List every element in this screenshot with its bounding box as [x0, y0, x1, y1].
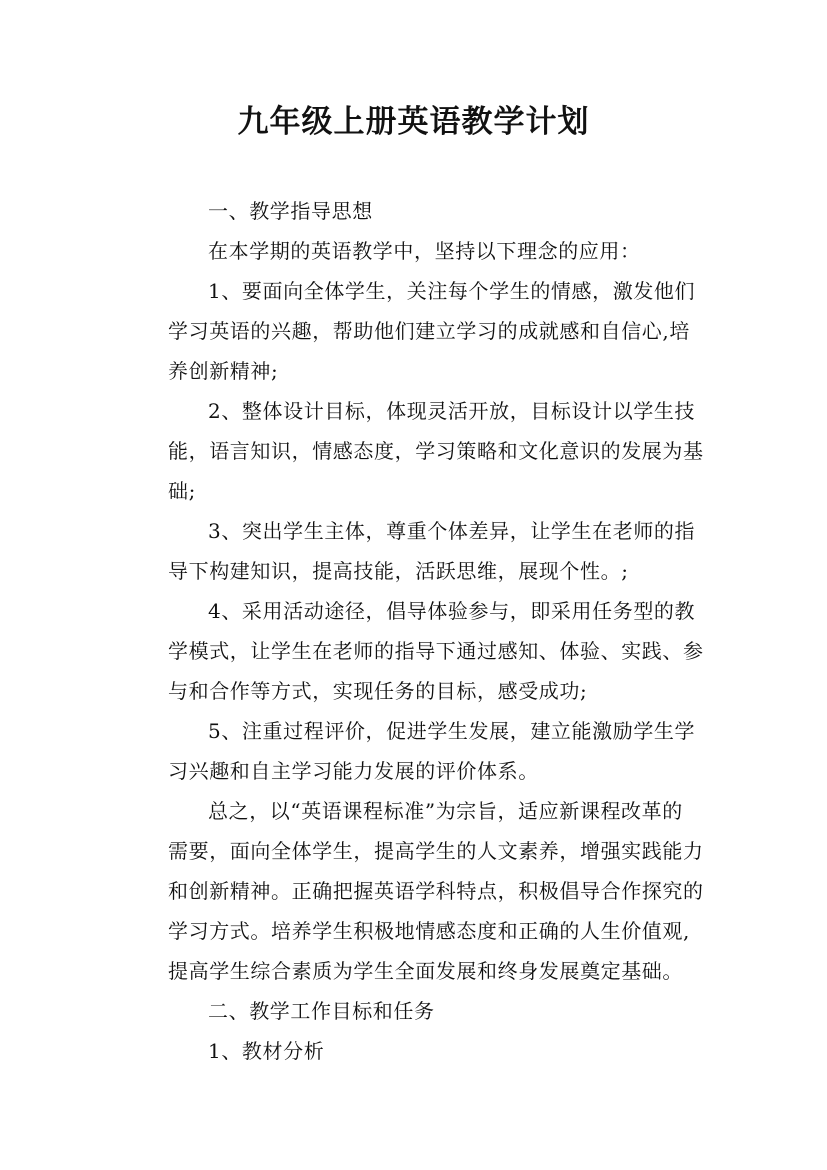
principle-1-paragraph — [128, 271, 702, 391]
paragraph-line: 学习英语的兴趣，帮助他们建立学习的成就感和自信心,培 — [168, 319, 690, 343]
paragraph-line: 习兴趣和自主学习能力发展的评价体系。 — [168, 759, 539, 783]
paragraph-line: 总之，以“英语课程标准”为宗旨，适应新课程改革的 — [208, 799, 683, 823]
paragraph-line: 在本学期的英语教学中，坚持以下理念的应用： — [208, 239, 641, 263]
paragraph-line: 二、教学工作目标和任务 — [208, 999, 435, 1023]
summary-paragraph — [128, 791, 702, 991]
document-title: 九年级上册英语教学计划 — [237, 104, 590, 140]
subsection-heading-1 — [128, 1031, 702, 1071]
paragraph-line: 5、注重过程评价，促进学生发展，建立能激励学生学 — [208, 719, 696, 743]
document-body — [128, 191, 702, 1071]
paragraph-line: 与和合作等方式，实现任务的目标，感受成功; — [168, 679, 588, 703]
principle-3-paragraph — [128, 511, 702, 591]
paragraph-line: 和创新精神。正确把握英语学科特点，积极倡导合作探究的 — [168, 879, 704, 903]
paragraph-line: 一、教学指导思想 — [208, 199, 373, 223]
paragraph-line: 4、采用活动途径，倡导体验参与，即采用任务型的教 — [208, 599, 696, 623]
paragraph-line: 学模式，让学生在老师的指导下通过感知、体验、实践、参 — [168, 639, 704, 663]
paragraph-line: 2、整体设计目标，体现灵活开放，目标设计以学生技 — [208, 399, 696, 423]
paragraph-line: 需要，面向全体学生，提高学生的人文素养，增强实践能力 — [168, 839, 704, 863]
paragraph-line: 养创新精神; — [168, 359, 279, 383]
paragraph-line: 础; — [168, 479, 196, 503]
paragraph-line: 1、要面向全体学生，关注每个学生的情感，激发他们 — [208, 279, 696, 303]
intro-paragraph — [128, 231, 702, 271]
paragraph-line: 3、突出学生主体，尊重个体差异，让学生在老师的指 — [208, 519, 696, 543]
paragraph-line: 提高学生综合素质为学生全面发展和终身发展奠定基础。 — [168, 959, 683, 983]
principle-5-paragraph — [128, 711, 702, 791]
paragraph-line: 1、教材分析 — [208, 1039, 325, 1063]
paragraph-line: 能，语言知识，情感态度，学习策略和文化意识的发展为基 — [168, 439, 704, 463]
principle-4-paragraph — [128, 591, 702, 711]
paragraph-line: 导下构建知识，提高技能，活跃思维，展现个性。; — [168, 559, 629, 583]
section-heading-1 — [128, 191, 702, 231]
principle-2-paragraph — [128, 391, 702, 511]
paragraph-line: 学习方式。培养学生积极地情感态度和正确的人生价值观, — [168, 919, 690, 943]
section-heading-2 — [128, 991, 702, 1031]
